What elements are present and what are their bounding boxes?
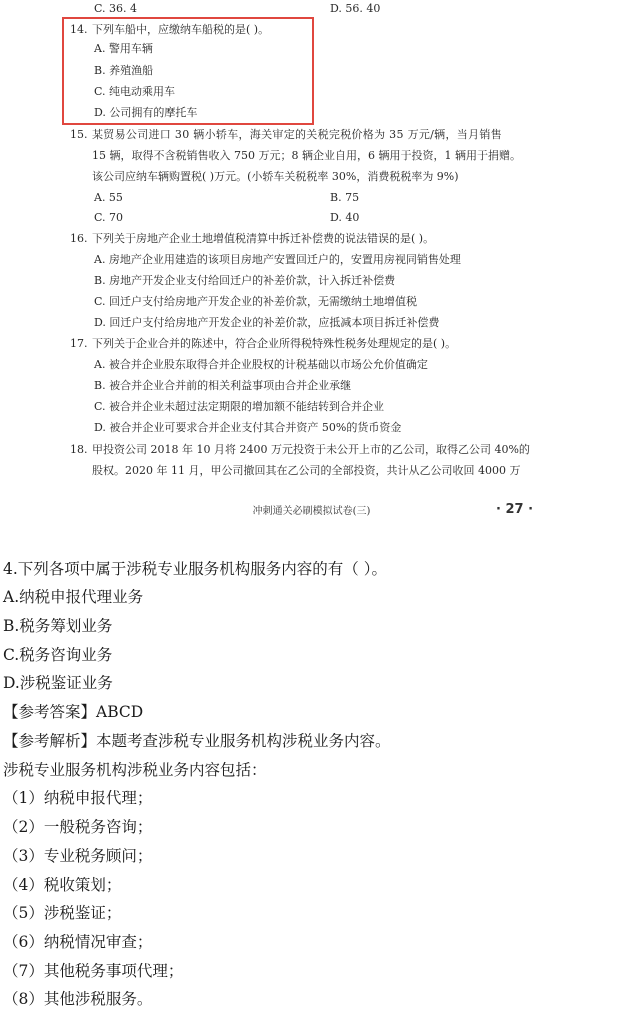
- q14-stem: 下列车船中，应缴纳车船税的是( )。: [92, 23, 270, 36]
- option-b: B.税务筹划业务: [3, 617, 113, 635]
- analysis-item-5: （5）涉税鉴证；: [3, 904, 122, 922]
- q14-option-a: A. 警用车辆: [94, 42, 153, 55]
- option-c: C.税务咨询业务: [3, 646, 113, 664]
- q16-number: 16.: [70, 232, 88, 245]
- q13-option-c: C. 36. 4: [94, 2, 138, 15]
- q13-option-d: D. 56. 40: [330, 2, 381, 15]
- question-stem: 4.下列各项中属于涉税专业服务机构服务内容的有（ ）。: [3, 560, 387, 578]
- analysis-item-7: （7）其他税务事项代理；: [3, 962, 184, 980]
- q18-line-1: 甲投资公司 2018 年 10 月将 2400 万元投资于未公开上市的乙公司，取得乙公司 40%的: [92, 443, 530, 456]
- q16-option-d: D. 回迁户支付给房地产开发企业的补差价款，应抵减本项目拆迁补偿费: [94, 316, 440, 329]
- q15-option-a: A. 55: [94, 191, 123, 204]
- q15-option-b: B. 75: [330, 191, 360, 204]
- reference-analysis: 【参考解析】本题考查涉税专业服务机构涉税业务内容。: [3, 732, 391, 750]
- q15-line-2: 15 辆，取得不含税销售收入 750 万元；8 辆企业自用，6 辆用于投资，1 辆用于捐赠。: [92, 149, 521, 162]
- analysis-item-4: （4）税收策划；: [3, 876, 122, 894]
- q15-line-3: 该公司应纳车辆购置税( )万元。(小轿车关税税率 30%，消费税税率为 9%): [92, 170, 459, 183]
- analysis-intro: 涉税专业服务机构涉税业务内容包括：: [3, 761, 267, 779]
- analysis-item-8: （8）其他涉税服务。: [3, 990, 153, 1008]
- q16-option-a: A. 房地产企业用建造的该项目房地产安置回迁户的，安置用房视同销售处理: [94, 253, 461, 266]
- q17-number: 17.: [70, 337, 88, 350]
- page-number: · 27 ·: [496, 502, 534, 517]
- q15-line-1: 某贸易公司进口 30 辆小轿车，海关审定的关税完税价格为 35 万元/辆，当月销售: [92, 128, 502, 141]
- q14-option-d: D. 公司拥有的摩托车: [94, 106, 198, 119]
- q16-option-c: C. 回迁户支付给房地产开发企业的补差价款，无需缴纳土地增值税: [94, 295, 418, 308]
- q16-option-b: B. 房地产开发企业支付给回迁户的补差价款，计入拆迁补偿费: [94, 274, 396, 287]
- analysis-item-6: （6）纳税情况审查；: [3, 933, 153, 951]
- q16-stem: 下列关于房地产企业土地增值税清算中拆迁补偿费的说法错误的是( )。: [92, 232, 435, 245]
- q14-option-c: C. 纯电动乘用车: [94, 85, 176, 98]
- q17-option-a: A. 被合并企业股东取得合并企业股权的计税基础以市场公允价值确定: [94, 358, 428, 371]
- analysis-item-1: （1）纳税申报代理；: [3, 789, 153, 807]
- option-d: D.涉税鉴证业务: [3, 674, 113, 692]
- q17-option-b: B. 被合并企业合并前的相关利益事项由合并企业承继: [94, 379, 352, 392]
- option-a: A.纳税申报代理业务: [3, 588, 144, 606]
- analysis-item-2: （2）一般税务咨询；: [3, 818, 153, 836]
- q15-number: 15.: [70, 128, 88, 141]
- footer-title: 冲刺通关必刷模拟试卷(三): [252, 506, 371, 517]
- q18-number: 18.: [70, 443, 88, 456]
- q17-option-c: C. 被合并企业未超过法定期限的增加额不能结转到合并企业: [94, 400, 385, 413]
- reference-answer: 【参考答案】ABCD: [3, 703, 144, 721]
- q17-stem: 下列关于企业合并的陈述中，符合企业所得税特殊性税务处理规定的是( )。: [92, 337, 457, 350]
- q14-option-b: B. 养殖渔船: [94, 64, 154, 77]
- analysis-item-3: （3）专业税务顾问；: [3, 847, 153, 865]
- q14-number: 14.: [70, 23, 88, 36]
- q15-option-c: C. 70: [94, 211, 124, 224]
- q18-line-2: 股权。2020 年 11 月，甲公司撤回其在乙公司的全部投资，共计从乙公司收回 4000 万: [92, 464, 521, 477]
- q15-option-d: D. 40: [330, 211, 360, 224]
- q17-option-d: D. 被合并企业可要求合并企业支付其合并资产 50%的货币资金: [94, 421, 402, 434]
